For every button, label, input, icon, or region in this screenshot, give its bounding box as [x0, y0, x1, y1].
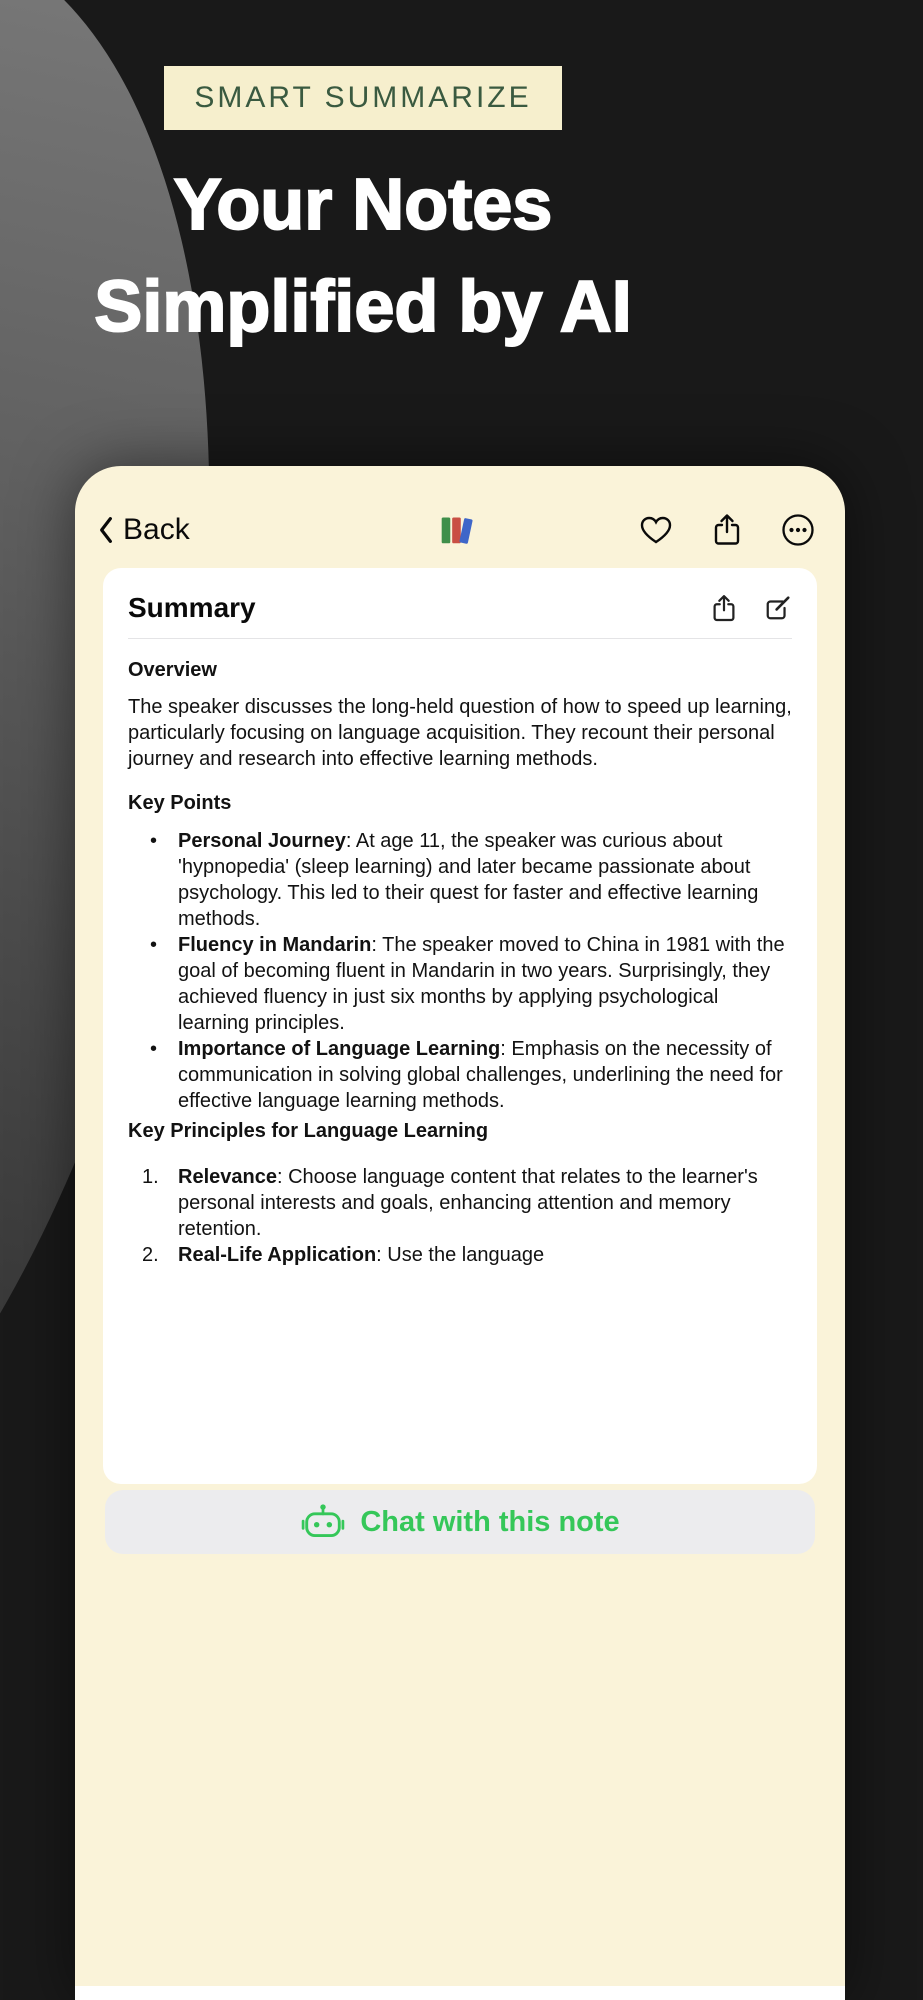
summary-card-actions: [712, 594, 792, 623]
hero-title-line-1: Your Notes: [173, 165, 553, 245]
export-summary-button[interactable]: [712, 594, 736, 623]
bullet-marker: •: [150, 934, 158, 956]
item-title: Importance of Language Learning: [178, 1038, 501, 1060]
number-marker: 1.: [142, 1166, 159, 1188]
hero-title-line-2: Simplified by AI: [94, 267, 632, 347]
key-principles-list: [128, 1164, 792, 1268]
share-icon: [713, 513, 741, 547]
bullet-marker: •: [150, 830, 158, 852]
chat-button-label: Chat with this note: [360, 1505, 620, 1538]
key-principles-heading: Key Principles for Language Learning: [128, 1120, 489, 1142]
back-label: Back: [123, 513, 190, 546]
phone-bottom-strip: [75, 1986, 845, 2000]
item-text: : Emphasis on the necessity of communication in solving global challenges, underlining the need for effective language learning methods.: [178, 1038, 783, 1112]
number-marker: 2.: [142, 1244, 159, 1266]
list-item: [128, 932, 792, 1036]
key-points-heading: Key Points: [128, 792, 232, 814]
ellipsis-circle-icon: [781, 513, 815, 547]
chevron-left-icon: [97, 516, 115, 544]
overview-paragraph: The speaker discusses the long-held question of how to speed up learning, particularly focusing on language acquisition. They recount their personal journey and research into effective learning methods.: [128, 696, 792, 770]
summary-card: [103, 568, 817, 1484]
bullet-marker: •: [150, 1038, 158, 1060]
item-title: Fluency in Mandarin: [178, 934, 372, 956]
list-item: [128, 1164, 792, 1242]
item-title: Relevance: [178, 1166, 277, 1188]
nav-bar: [97, 506, 815, 554]
item-text: : Choose language content that relates to the learner's personal interests and goals, enhancing attention and memory retention.: [178, 1166, 758, 1240]
share-button[interactable]: [713, 513, 741, 547]
list-item: [128, 1036, 792, 1114]
hero-badge: SMART SUMMARIZE: [164, 66, 561, 130]
edit-note-button[interactable]: [764, 594, 792, 622]
item-text: : Use the language: [376, 1244, 545, 1266]
share-icon: [712, 594, 736, 623]
item-title: Personal Journey: [178, 830, 346, 852]
overview-heading: Overview: [128, 659, 217, 681]
summary-content[interactable]: [128, 657, 792, 1268]
list-item: [128, 828, 792, 932]
back-button[interactable]: [97, 513, 190, 547]
books-icon: [435, 508, 477, 548]
favorite-button[interactable]: [639, 515, 673, 545]
key-points-list: [128, 828, 792, 1114]
item-text: : At age 11, the speaker was curious about 'hypnopedia' (sleep learning) and later became passionate about psychology. This led to their quest for faster and effective learning methods.: [178, 830, 759, 930]
item-title: Real-Life Application: [178, 1244, 377, 1266]
summary-card-header: [128, 568, 792, 639]
phone-mockup: [75, 466, 845, 2000]
list-item: [128, 1242, 792, 1268]
robot-icon: [300, 1503, 346, 1541]
hero-section: [0, 0, 726, 358]
item-text: : The speaker moved to China in 1981 with the goal of becoming fluent in Mandarin in two years. Surprisingly, they achieved fluency in just six months by applying psychological learning principles.: [178, 934, 785, 1034]
nav-actions: [639, 513, 815, 547]
compose-icon: [764, 594, 792, 622]
chat-with-note-button[interactable]: [105, 1490, 815, 1554]
summary-title: Summary: [128, 592, 256, 623]
heart-icon: [639, 515, 673, 545]
more-button[interactable]: [781, 513, 815, 547]
hero-title: [0, 154, 726, 358]
